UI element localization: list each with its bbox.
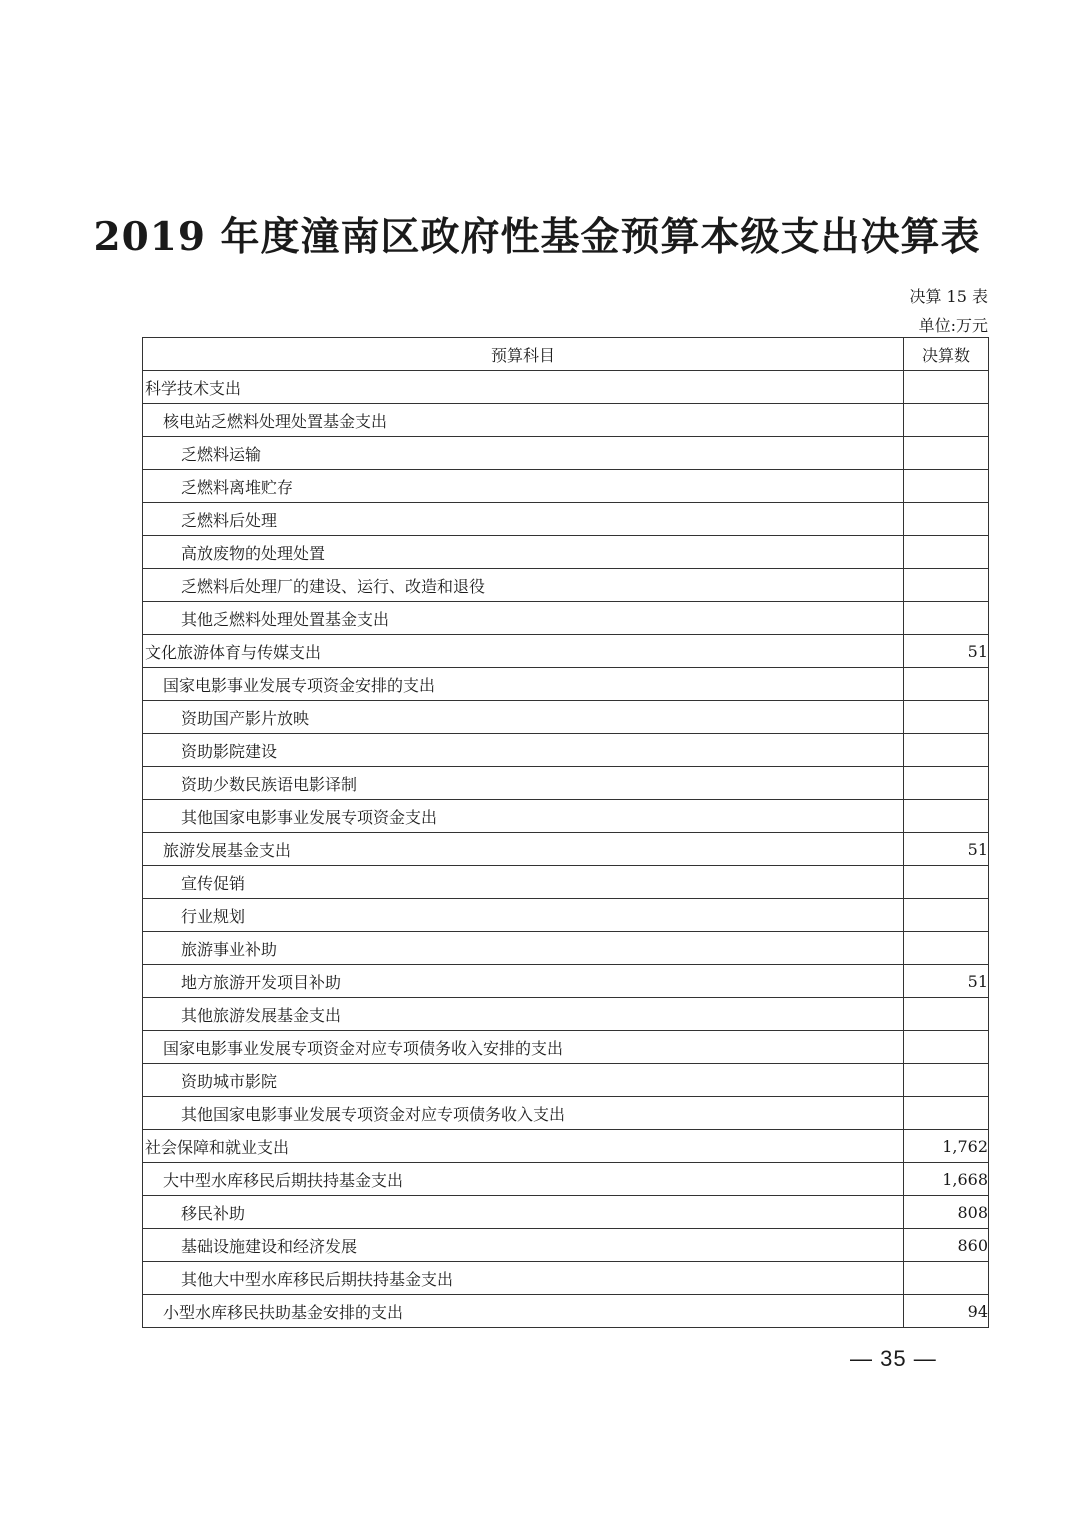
- page-number: — 35 —: [850, 1346, 937, 1371]
- budget-item-label: 核电站乏燃料处理处置基金支出: [143, 404, 904, 437]
- table-row: [143, 998, 989, 1031]
- column-header-amount: 决算数: [904, 338, 989, 371]
- table-row: [143, 437, 989, 470]
- budget-item-label: 乏燃料离堆贮存: [143, 470, 904, 503]
- budget-item-amount: [904, 899, 989, 932]
- budget-item-label: 其他大中型水库移民后期扶持基金支出: [143, 1262, 904, 1295]
- table-row: [143, 833, 989, 866]
- budget-item-amount: [904, 1262, 989, 1295]
- budget-item-label: 乏燃料运输: [143, 437, 904, 470]
- budget-item-label: 乏燃料后处理厂的建设、运行、改造和退役: [143, 569, 904, 602]
- table-row: [143, 602, 989, 635]
- table-row: [143, 1064, 989, 1097]
- budget-item-amount: 1,668: [904, 1163, 989, 1196]
- table-row: [143, 1196, 989, 1229]
- table-row: [143, 404, 989, 437]
- budget-item-label: 其他乏燃料处理处置基金支出: [143, 602, 904, 635]
- budget-item-amount: [904, 767, 989, 800]
- table-row: [143, 1295, 989, 1328]
- budget-item-amount: [904, 800, 989, 833]
- budget-item-amount: 808: [904, 1196, 989, 1229]
- budget-item-label: 旅游发展基金支出: [143, 833, 904, 866]
- budget-item-label: 地方旅游开发项目补助: [143, 965, 904, 998]
- budget-item-label: 其他国家电影事业发展专项资金支出: [143, 800, 904, 833]
- budget-item-label: 高放废物的处理处置: [143, 536, 904, 569]
- table-row: [143, 767, 989, 800]
- table-number: 决算 15 表: [909, 287, 988, 306]
- budget-item-amount: 51: [904, 833, 989, 866]
- budget-item-label: 资助城市影院: [143, 1064, 904, 1097]
- budget-item-label: 小型水库移民扶助基金安排的支出: [143, 1295, 904, 1328]
- table-row: [143, 1262, 989, 1295]
- table-row: [143, 1130, 989, 1163]
- table-row: [143, 1163, 989, 1196]
- budget-item-amount: [904, 503, 989, 536]
- budget-item-amount: 860: [904, 1229, 989, 1262]
- table-body: [143, 371, 989, 1328]
- budget-table: [142, 337, 989, 1328]
- budget-item-label: 文化旅游体育与传媒支出: [143, 635, 904, 668]
- budget-item-amount: [904, 998, 989, 1031]
- budget-item-label: 科学技术支出: [143, 371, 904, 404]
- budget-item-label: 大中型水库移民后期扶持基金支出: [143, 1163, 904, 1196]
- budget-item-amount: [904, 404, 989, 437]
- table-row: [143, 569, 989, 602]
- budget-item-amount: [904, 1097, 989, 1130]
- budget-item-label: 资助国产影片放映: [143, 701, 904, 734]
- table-row: [143, 371, 989, 404]
- budget-item-amount: [904, 734, 989, 767]
- budget-item-amount: [904, 437, 989, 470]
- unit-label: 单位:万元: [918, 316, 988, 335]
- budget-item-label: 基础设施建设和经济发展: [143, 1229, 904, 1262]
- table-row: [143, 1097, 989, 1130]
- table-row: [143, 965, 989, 998]
- budget-item-label: 资助影院建设: [143, 734, 904, 767]
- budget-item-amount: [904, 1064, 989, 1097]
- budget-item-label: 社会保障和就业支出: [143, 1130, 904, 1163]
- budget-item-label: 宣传促销: [143, 866, 904, 899]
- table-header-row: [143, 338, 989, 371]
- budget-item-amount: [904, 371, 989, 404]
- table-row: [143, 734, 989, 767]
- budget-item-amount: 51: [904, 635, 989, 668]
- budget-item-amount: 51: [904, 965, 989, 998]
- table-row: [143, 1031, 989, 1064]
- budget-item-label: 移民补助: [143, 1196, 904, 1229]
- budget-item-amount: [904, 1031, 989, 1064]
- table-row: [143, 668, 989, 701]
- budget-item-amount: [904, 602, 989, 635]
- table-row: [143, 701, 989, 734]
- table-row: [143, 536, 989, 569]
- budget-item-amount: [904, 866, 989, 899]
- budget-item-amount: 1,762: [904, 1130, 989, 1163]
- table-row: [143, 932, 989, 965]
- budget-item-label: 行业规划: [143, 899, 904, 932]
- table-row: [143, 866, 989, 899]
- table-row: [143, 470, 989, 503]
- table-row: [143, 899, 989, 932]
- table-row: [143, 635, 989, 668]
- budget-item-label: 乏燃料后处理: [143, 503, 904, 536]
- column-header-item: 预算科目: [143, 338, 904, 371]
- budget-item-label: 国家电影事业发展专项资金安排的支出: [143, 668, 904, 701]
- budget-item-amount: [904, 536, 989, 569]
- budget-item-label: 其他旅游发展基金支出: [143, 998, 904, 1031]
- budget-item-label: 旅游事业补助: [143, 932, 904, 965]
- budget-item-amount: [904, 470, 989, 503]
- table-row: [143, 800, 989, 833]
- budget-item-amount: [904, 932, 989, 965]
- budget-item-label: 国家电影事业发展专项资金对应专项债务收入安排的支出: [143, 1031, 904, 1064]
- table-row: [143, 1229, 989, 1262]
- budget-item-amount: [904, 569, 989, 602]
- budget-item-amount: [904, 701, 989, 734]
- budget-item-amount: [904, 668, 989, 701]
- page-title: 2019 年度潼南区政府性基金预算本级支出决算表: [93, 214, 981, 260]
- table-row: [143, 503, 989, 536]
- budget-item-amount: 94: [904, 1295, 989, 1328]
- budget-item-label: 资助少数民族语电影译制: [143, 767, 904, 800]
- budget-item-label: 其他国家电影事业发展专项资金对应专项债务收入支出: [143, 1097, 904, 1130]
